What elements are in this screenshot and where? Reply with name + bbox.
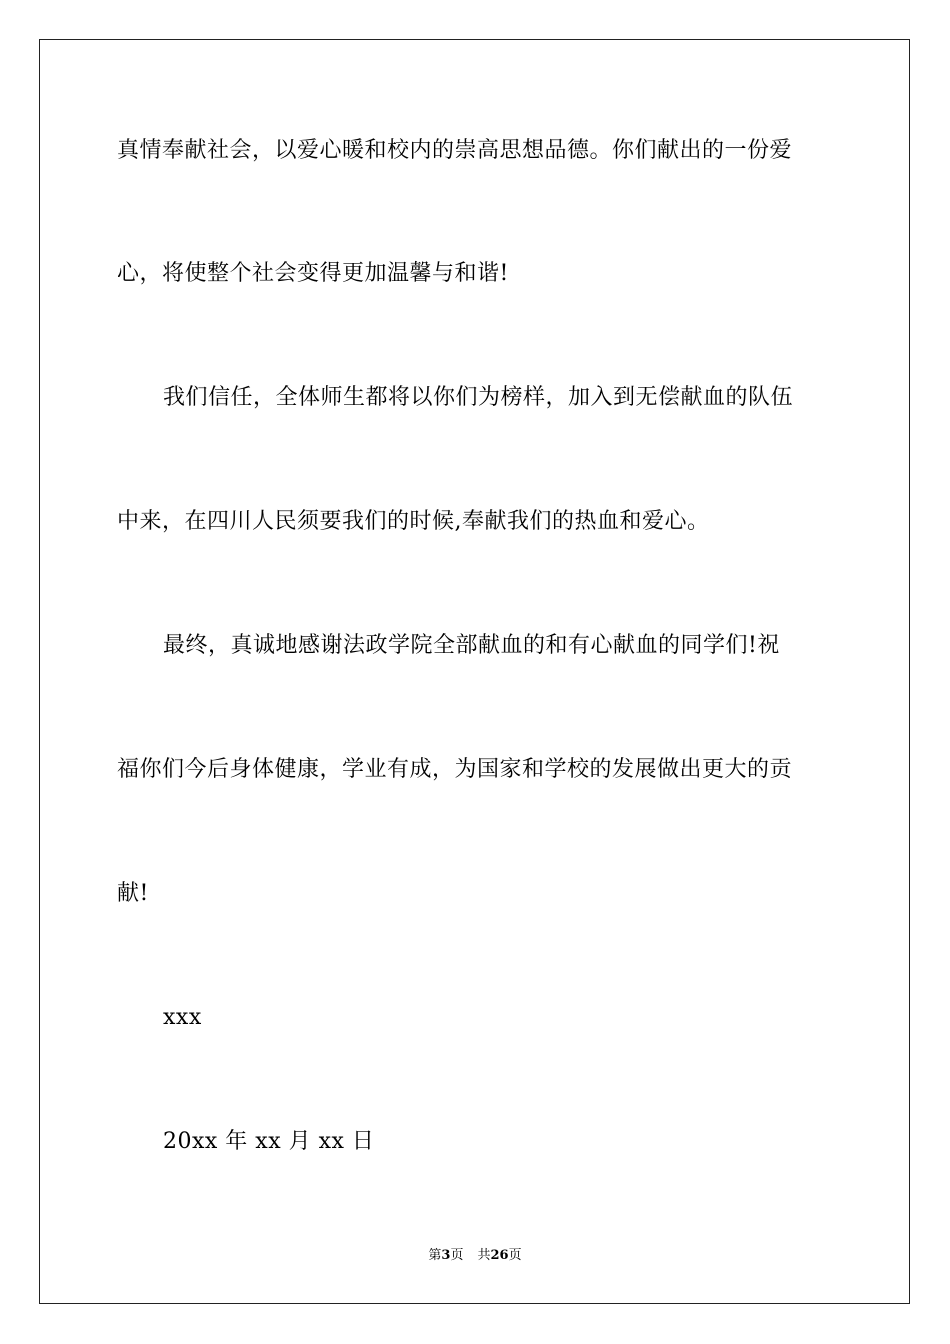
body-line-6: 福你们今后身体健康，学业有成，为国家和学校的发展做出更大的贡 — [117, 757, 793, 782]
footer-page-prefix: 第 — [428, 1248, 442, 1263]
footer-total-suffix: 页 — [508, 1248, 522, 1263]
footer-total-pages: 26 — [490, 1248, 509, 1263]
body-line-1: 真情奉献社会，以爱心暖和校内的崇高思想品德。你们献出的一份爱 — [117, 138, 793, 163]
footer-page-number: 3 — [441, 1248, 451, 1263]
footer-total-prefix: 共 — [477, 1248, 491, 1263]
body-line-5: 最终，真诚地感谢法政学院全部献血的和有心献血的同学们!祝 — [163, 633, 780, 658]
body-line-4: 中来，在四川人民须要我们的时候,奉献我们的热血和爱心。 — [117, 509, 710, 534]
signature-name: xxx — [163, 1005, 202, 1030]
page-footer — [0, 1247, 950, 1265]
body-line-2: 心，将使整个社会变得更加温馨与和谐! — [117, 261, 509, 286]
body-line-3: 我们信任，全体师生都将以你们为榜样，加入到无偿献血的队伍 — [163, 385, 794, 410]
signature-date: 20xx 年 xx 月 xx 日 — [163, 1129, 375, 1154]
page-border — [39, 39, 910, 1304]
body-line-7: 献! — [117, 881, 149, 906]
footer-page-suffix: 页 — [450, 1248, 464, 1263]
